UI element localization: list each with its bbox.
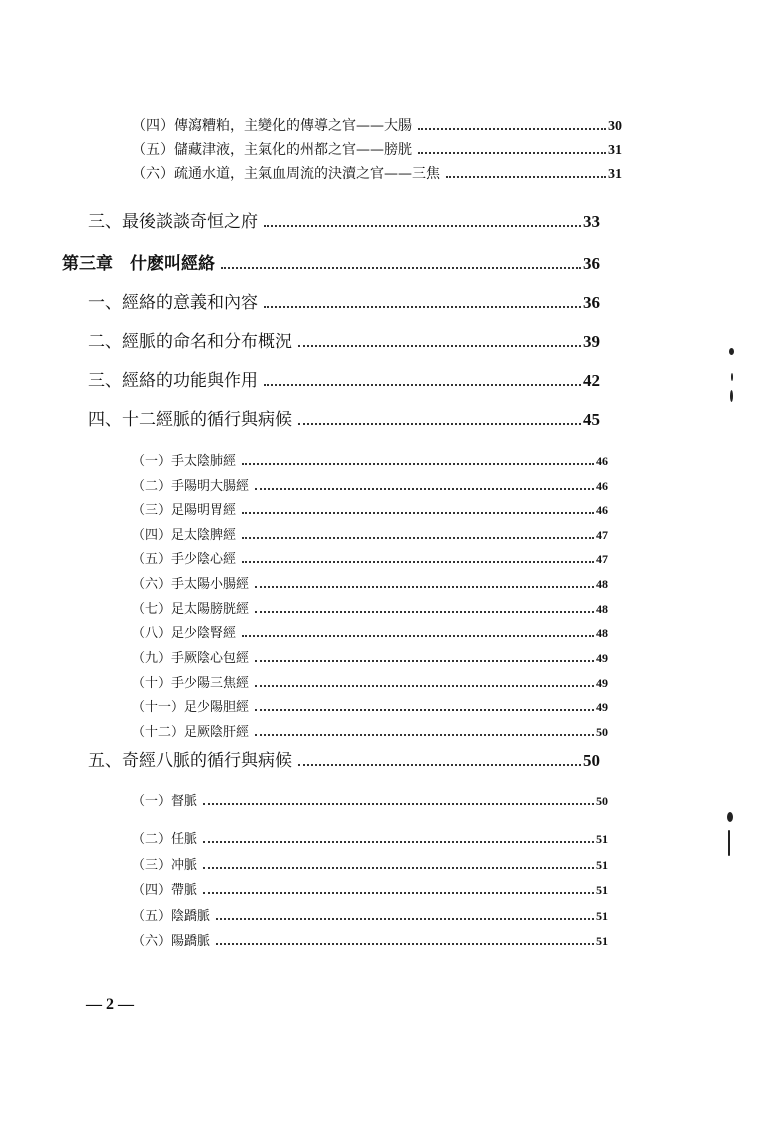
entry-title: （九）手厥陰心包經 <box>132 651 250 666</box>
dot-leader <box>221 267 581 269</box>
toc-entry <box>132 622 608 641</box>
entry-page: 51 <box>596 832 608 846</box>
entry-page: 50 <box>583 751 600 770</box>
entry-title: （二）手陽明大腸經 <box>132 479 250 494</box>
entry-page: 31 <box>608 167 622 182</box>
entry-page: 45 <box>583 410 600 429</box>
entry-title: （七）足太陽膀胱經 <box>132 602 250 617</box>
toc-entry <box>132 524 608 543</box>
dot-leader <box>242 635 594 637</box>
entry-page: 51 <box>596 909 608 923</box>
entry-page: 51 <box>596 858 608 872</box>
scan-speck <box>727 812 733 822</box>
entry-page: 50 <box>596 794 608 808</box>
dot-leader <box>418 128 606 130</box>
dot-leader <box>203 892 594 894</box>
toc-entry <box>132 879 608 898</box>
dot-leader <box>255 734 594 736</box>
entry-title: （十）手少陽三焦經 <box>132 676 250 691</box>
dot-leader <box>418 152 606 154</box>
dot-leader <box>255 488 594 490</box>
scan-speck <box>730 390 733 402</box>
toc-entry <box>88 366 600 391</box>
page-number: — 2 — <box>86 996 134 1013</box>
dot-leader <box>255 660 594 662</box>
toc-entry <box>88 207 600 232</box>
entry-page: 46 <box>596 479 608 493</box>
entry-title: （二）任脈 <box>132 832 198 847</box>
entry-page: 51 <box>596 934 608 948</box>
dot-leader <box>203 867 594 869</box>
entry-title: 三、經絡的功能與作用 <box>88 371 258 391</box>
entry-title: （一）手太陰肺經 <box>132 454 237 469</box>
toc-entry <box>132 647 608 666</box>
dot-leader <box>216 918 594 920</box>
entry-page: 47 <box>596 552 608 566</box>
entry-page: 49 <box>596 676 608 690</box>
toc-entry <box>88 288 600 313</box>
toc-entry <box>88 405 600 430</box>
entry-title: （八）足少陰腎經 <box>132 626 237 641</box>
entry-title: （一）督脈 <box>132 794 198 809</box>
dot-leader <box>242 537 594 539</box>
toc-entry <box>132 672 608 691</box>
entry-page: 33 <box>583 212 600 231</box>
entry-page: 47 <box>596 528 608 542</box>
toc-entry <box>132 721 608 740</box>
dot-leader <box>203 803 594 805</box>
entry-title: 四、十二經脈的循行與病候 <box>88 410 292 430</box>
dot-leader <box>446 176 606 178</box>
entry-title: （四）傳瀉糟粕，主變化的傳導之官——大腸 <box>132 118 412 134</box>
dot-leader <box>242 512 594 514</box>
entry-page: 49 <box>596 700 608 714</box>
entry-title: 第三章 什麽叫經絡 <box>62 254 215 274</box>
toc-entry <box>132 598 608 617</box>
toc-entry <box>132 139 622 159</box>
scan-speck <box>729 348 734 355</box>
entry-title: （五）儲藏津液，主氣化的州都之官——膀胱 <box>132 142 412 158</box>
toc-entry <box>132 573 608 592</box>
toc-entry <box>88 327 600 352</box>
entry-page: 36 <box>583 254 600 273</box>
entry-title: 二、經脈的命名和分布概況 <box>88 332 292 352</box>
entry-page: 36 <box>583 293 600 312</box>
entry-title: （四）帶脈 <box>132 883 198 898</box>
toc-entry <box>132 854 608 873</box>
scan-speck <box>731 373 733 381</box>
dot-leader <box>298 345 581 347</box>
entry-page: 31 <box>608 143 622 158</box>
dot-leader <box>242 561 594 563</box>
entry-title: （四）足太陰脾經 <box>132 528 237 543</box>
dot-leader <box>264 384 581 386</box>
entry-page: 51 <box>596 883 608 897</box>
toc-entry <box>88 746 600 771</box>
entry-title: 一、經絡的意義和內容 <box>88 293 258 313</box>
entry-page: 50 <box>596 725 608 739</box>
scan-speck <box>728 830 730 856</box>
toc-entry <box>132 696 608 715</box>
toc-entry <box>132 790 608 809</box>
dot-leader <box>264 225 581 227</box>
entry-title: （六）陽蹻脈 <box>132 934 211 949</box>
entry-page: 46 <box>596 503 608 517</box>
toc-entry <box>132 828 608 847</box>
toc-entry <box>132 115 622 135</box>
entry-page: 39 <box>583 332 600 351</box>
entry-page: 30 <box>608 119 622 134</box>
dot-leader <box>264 306 581 308</box>
entry-page: 46 <box>596 454 608 468</box>
dot-leader <box>255 611 594 613</box>
entry-title: （十一）足少陽胆經 <box>132 700 250 715</box>
entry-title: 五、奇經八脈的循行與病候 <box>88 751 292 771</box>
toc-entry <box>132 930 608 949</box>
entry-title: （三）冲脈 <box>132 858 198 873</box>
toc-entry <box>132 905 608 924</box>
dot-leader <box>216 943 594 945</box>
entry-title: （六）手太陽小腸經 <box>132 577 250 592</box>
toc-entry <box>132 450 608 469</box>
entry-page: 48 <box>596 626 608 640</box>
dot-leader <box>255 709 594 711</box>
entry-title: （三）足陽明胃經 <box>132 503 237 518</box>
toc-entry <box>62 249 600 274</box>
entry-title: 三、最後談談奇恒之府 <box>88 212 258 232</box>
toc-entry <box>132 163 622 183</box>
dot-leader <box>255 586 594 588</box>
entry-title: （六）疏通水道，主氣血周流的決瀆之官——三焦 <box>132 166 440 182</box>
entry-page: 48 <box>596 577 608 591</box>
entry-title: （五）手少陰心經 <box>132 552 237 567</box>
entry-title: （十二）足厥陰肝經 <box>132 725 250 740</box>
toc-entry <box>132 499 608 518</box>
entry-page: 42 <box>583 371 600 390</box>
dot-leader <box>298 764 581 766</box>
entry-page: 49 <box>596 651 608 665</box>
dot-leader <box>242 463 594 465</box>
entry-title: （五）陰蹻脈 <box>132 909 211 924</box>
toc-entry <box>132 475 608 494</box>
dot-leader <box>298 423 581 425</box>
entry-page: 48 <box>596 602 608 616</box>
toc-entry <box>132 548 608 567</box>
dot-leader <box>255 685 594 687</box>
dot-leader <box>203 841 594 843</box>
